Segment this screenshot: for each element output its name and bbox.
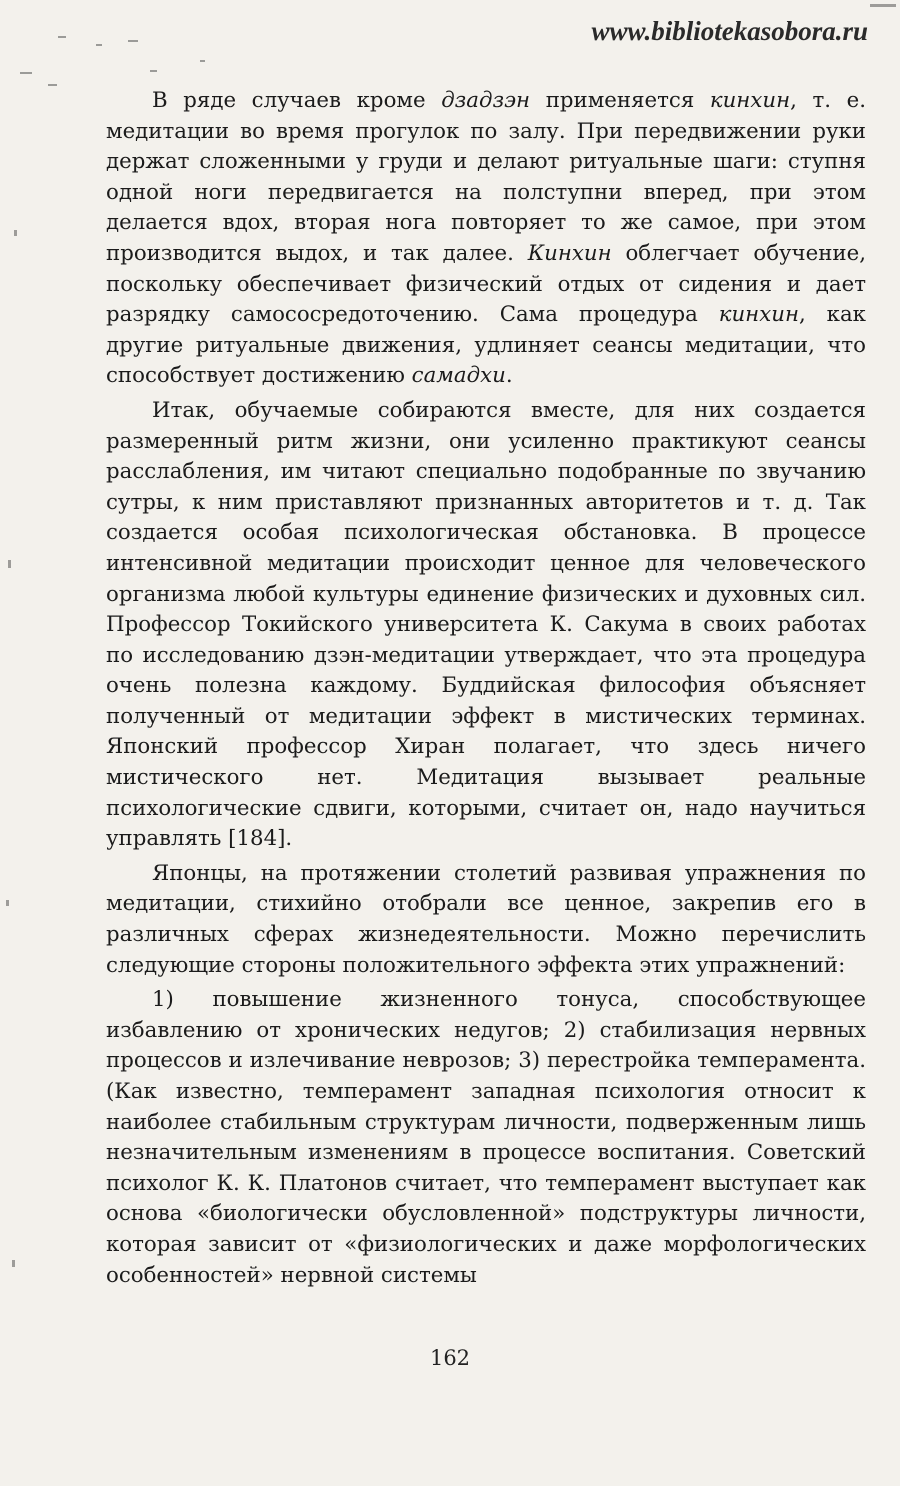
- document-body: [106, 86, 866, 1291]
- italic-term: кинхин: [709, 88, 791, 113]
- text-run: .: [505, 363, 513, 389]
- paragraph-kinhin: [106, 86, 866, 392]
- effects-list: 1) повышение жизненного тонуса, способствующее избавлению от хронических недугов; 2) стабилизация нервных процессов и излечивание неврозов; 3) перестройка темперамента. (Как известно, темперамент западная психология относит к наиболее стабильным структурам личности, подверженным лишь незначительным изменениям в процессе воспитания. Советский психолог К. К. Платонов считает, что темперамент выступает как основа «биологически обусловленной» подструктуры личности, которая зависит от «физиологических и даже морфологических особенностей» нервной системы: [106, 987, 866, 1288]
- italic-term: Кинхин: [527, 240, 612, 266]
- text-run: В ряде случаев кроме: [152, 88, 442, 113]
- text-run: , т. е. медитации во время прогулок по залу. При передвижении руки держат сложенными у груди и делают ритуальные шаги: ступня одной ноги передвигается на полступни вперед, при этом делается вдох, вторая нога повторяет то же самое, при этом производится выдох, и так далее.: [106, 88, 867, 266]
- watermark-url: www.bibliotekasobora.ru: [591, 16, 868, 46]
- paragraph-training: [106, 396, 866, 855]
- page-number: 162: [429, 1346, 471, 1370]
- text-run: Японцы, на протяжении столетий развивая упражнения по медитации, стихийно отобрали все ценное, закрепив его в различных сферах жизнедеятельности. Можно перечислить следующие стороны положительного эффекта этих упражнений:: [106, 860, 866, 978]
- italic-term: дзадзэн: [441, 88, 531, 113]
- text-run: Итак, обучаемые собираются вместе, для них создается размеренный ритм жизни, они усиленно практикуют сеансы расслабления, им читают специально подобранные по звучанию сутры, к ним приставляют признанных авторитетов и т. д. Так создается особая психологическая обстановка. В процессе интенсивной медитации происходит ценное для человеческого организма любой культуры единение физических и духовных сил. Профессор Токийского университета К. Сакума в своих работах по исследованию дзэн-медитации утверждает, что эта процедура очень полезна каждому. Буддийская философия объясняет полученный от медитации эффект в мистических терминах. Японский профессор Хиран полагает, что здесь ничего мистического нет. Медитация вызывает реальные психологические сдвиги, которыми, считает он, надо научиться управлять [184].: [106, 397, 866, 852]
- italic-term: самадхи: [411, 363, 506, 389]
- text-run: применяется: [530, 88, 710, 113]
- italic-term: кинхин: [718, 302, 799, 328]
- text-run: , как другие ритуальные движения, удлиняет сеансы медитации, что способствует достижению: [106, 302, 866, 389]
- text-run: облегчает обучение, поскольку обеспечивает физический отдых от сидения и дает разрядку самососредоточению. Сама процедура: [106, 240, 866, 328]
- paragraph-effects: [106, 859, 866, 981]
